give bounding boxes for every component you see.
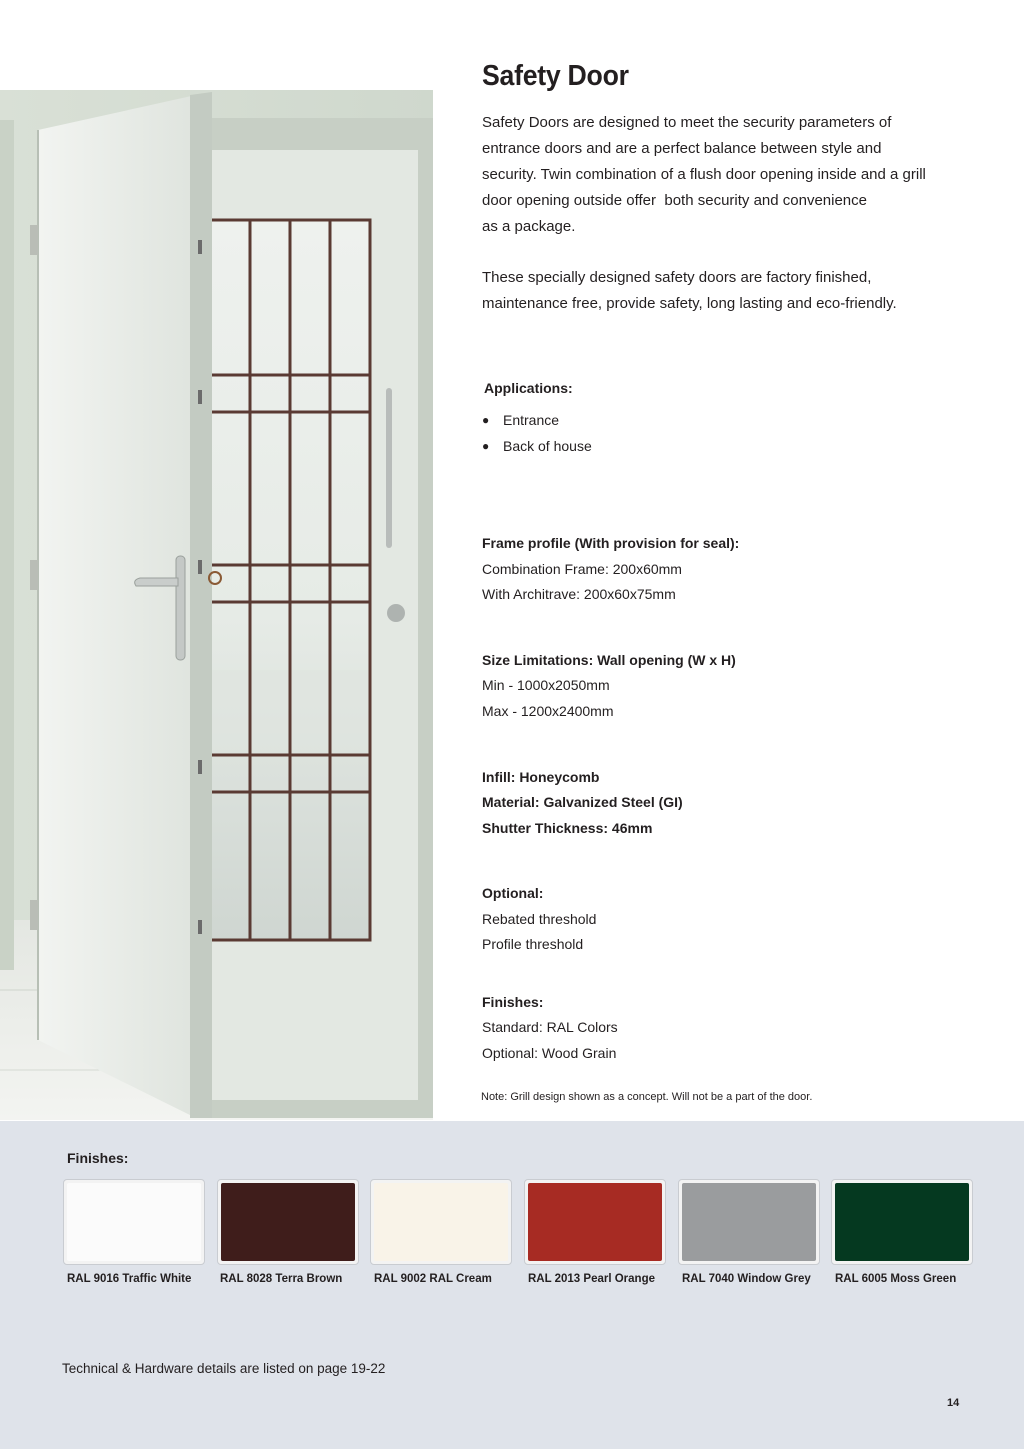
spec-thickness: Shutter Thickness: 46mm [482,820,653,836]
color-swatch [528,1183,662,1261]
color-swatch [374,1183,508,1261]
intro-paragraph [482,110,972,240]
swatch-label: RAL 2013 Pearl Orange [528,1273,655,1285]
frame-profile-line: Combination Frame: 200x60mm [482,561,682,577]
optional-line: Profile threshold [482,936,584,952]
frame-profile-line: With Architrave: 200x60x75mm [482,586,676,602]
list-item [482,434,592,460]
swatch-pearl-orange [524,1179,666,1265]
swatch-label: RAL 8028 Terra Brown [220,1273,343,1285]
finishes-band-heading: Finishes: [67,1150,129,1166]
color-swatch [67,1183,201,1261]
finishes-heading: Finishes: [482,994,544,1010]
list-item-label: Entrance [503,412,560,428]
list-item-label: Back of house [503,437,592,454]
bullet-icon: ● [482,413,490,427]
swatch-cream [370,1179,512,1265]
swatch-window-grey [678,1179,820,1265]
page-number: 14 [947,1397,960,1409]
swatch-label: RAL 9002 RAL Cream [374,1273,492,1285]
grill-note: Note: Grill design shown as a concept. Will not be a part of the door. [481,1091,813,1103]
technical-details-note: Technical & Hardware details are listed on page 19-22 [62,1361,386,1376]
size-limitations-line: Min - 1000x2050mm [482,677,610,693]
finishes-line: Standard: RAL Colors [482,1019,618,1035]
applications-heading: Applications: [484,380,573,396]
benefits-paragraph [482,265,972,317]
swatch-traffic-white [63,1179,205,1265]
intro-line: entrance doors and are a perfect balance between style and [482,140,882,157]
size-limitations-heading: Size Limitations: Wall opening (W x H) [482,652,736,668]
intro-line: security. Twin combination of a flush door opening inside and a grill [482,166,926,183]
color-swatch [682,1183,816,1261]
optional-line: Rebated threshold [482,911,597,927]
intro-line: as a package. [482,218,576,235]
intro-line: door opening outside offer both security and convenience [482,192,867,209]
swatch-terra-brown [217,1179,359,1265]
size-limitations-line: Max - 1200x2400mm [482,703,614,719]
list-item [482,408,592,434]
spec-infill: Infill: Honeycomb [482,769,600,785]
bullet-icon: ● [482,438,490,453]
color-swatch [221,1183,355,1261]
safety-door-photo [0,90,433,1120]
color-swatch [835,1183,969,1261]
optional-heading: Optional: [482,885,544,901]
finishes-band [0,1121,1024,1449]
swatch-label: RAL 7040 Window Grey [682,1273,811,1285]
frame-profile-heading: Frame profile (With provision for seal): [482,535,740,551]
intro-line: Safety Doors are designed to meet the security parameters of [482,114,892,131]
swatch-label: RAL 6005 Moss Green [835,1273,957,1285]
swatch-moss-green [831,1179,973,1265]
applications-list [482,408,592,459]
spec-material: Material: Galvanized Steel (GI) [482,794,683,810]
benefits-line: These specially designed safety doors are factory finished, [482,269,872,286]
benefits-line: maintenance free, provide safety, long lasting and eco-friendly. [482,295,897,312]
swatch-label: RAL 9016 Traffic White [67,1273,192,1285]
finishes-line: Optional: Wood Grain [482,1045,617,1061]
page-title: Safety Door [482,60,629,92]
